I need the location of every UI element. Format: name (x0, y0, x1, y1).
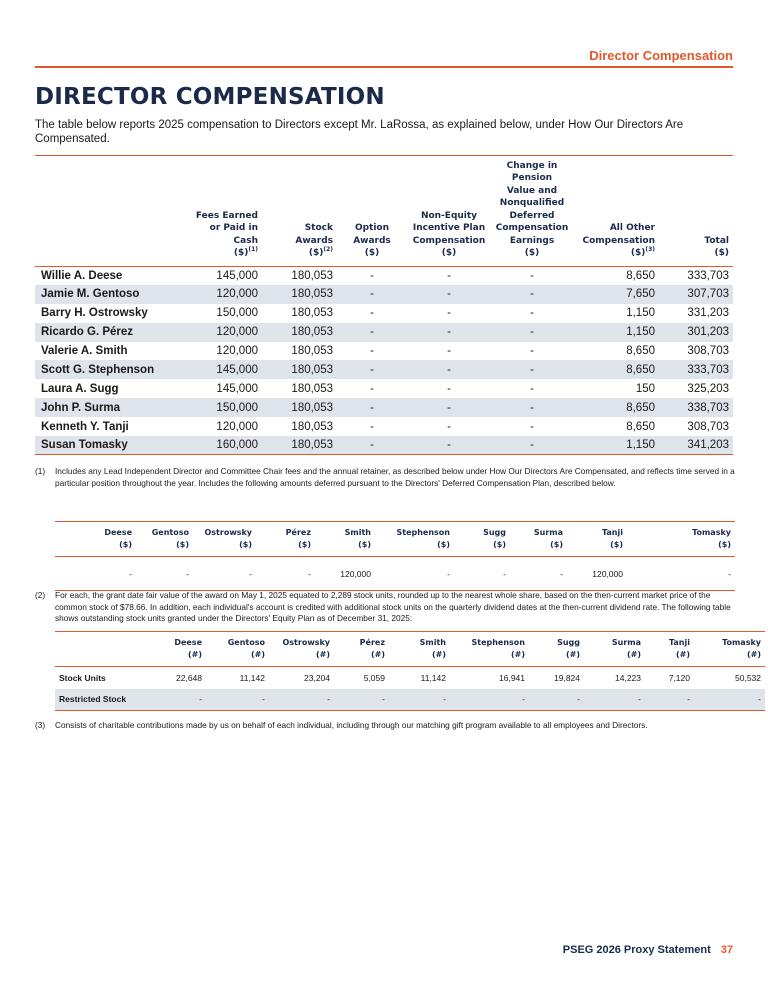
cell-nonequity: - (447, 401, 451, 414)
cell-fees: 120,000 (216, 420, 258, 433)
page-title: DIRECTOR COMPENSATION (35, 84, 385, 110)
deferred-value: - (447, 568, 450, 579)
footnote-ref: (1) (248, 246, 258, 253)
table-row (55, 689, 765, 711)
cell-fees: 145,000 (216, 269, 258, 282)
cell-other: 8,650 (626, 363, 655, 376)
document-name: PSEG 2026 Proxy Statement (562, 944, 711, 956)
header-line: Nonqualified (499, 198, 565, 208)
deferred-value: - (249, 568, 252, 579)
director-name: Ricardo G. Pérez (41, 326, 134, 339)
column-header (584, 632, 645, 667)
cell-pension: - (530, 363, 534, 376)
header-line: Earnings (509, 235, 555, 246)
footnote-2 (35, 590, 735, 625)
header-line: Compensation (495, 223, 569, 233)
cell-nonequity: - (447, 288, 451, 301)
column-header (567, 522, 627, 557)
header-line: ($) (364, 248, 380, 258)
header-name: Smith (419, 638, 446, 647)
header-line: All Other (609, 223, 655, 233)
footnote-3 (35, 720, 735, 732)
cell-pension: - (530, 382, 534, 395)
header-unit: ($) (493, 539, 506, 549)
units-value: - (522, 694, 525, 705)
column-header (155, 632, 206, 667)
table-row (35, 342, 733, 361)
cell-other: 150 (635, 382, 655, 395)
header-line: ($) (441, 248, 457, 258)
units-value: 22,648 (176, 672, 202, 683)
column-header (454, 522, 510, 557)
units-value: 23,204 (304, 672, 330, 683)
cell-pension: - (530, 401, 534, 414)
units-value: 7,120 (668, 672, 690, 683)
header-line: ($) (524, 248, 540, 258)
units-value: 14,223 (615, 672, 641, 683)
deferred-amounts-table (55, 521, 735, 591)
header-line: Awards (353, 235, 391, 246)
header-unit: ($) (298, 539, 311, 549)
units-value: - (687, 694, 690, 705)
column-header (206, 632, 269, 667)
deferred-values-row (55, 557, 735, 591)
deferred-value: - (129, 568, 132, 579)
director-name: John P. Surma (41, 401, 121, 414)
header-unit: ($) (176, 539, 189, 549)
header-name: Tanji (668, 638, 690, 647)
cell-pension: - (530, 307, 534, 320)
cell-nonequity: - (447, 382, 451, 395)
header-divider (35, 66, 733, 68)
header-unit: ($) (358, 539, 371, 549)
column-header (136, 522, 193, 557)
column-header (529, 632, 584, 667)
header-name: Surma (533, 528, 563, 537)
column-header (694, 632, 765, 667)
deferred-header-row (55, 522, 735, 557)
cell-option: - (370, 439, 374, 452)
director-name: Scott G. Stephenson (41, 363, 155, 376)
stock-units-table (55, 631, 765, 711)
units-value: - (638, 694, 641, 705)
row-label-header (55, 632, 155, 667)
director-name: Susan Tomasky (41, 439, 128, 452)
cell-total: 341,203 (687, 439, 729, 452)
row-label: Stock Units (59, 672, 106, 683)
column-header (256, 522, 315, 557)
cell-pension: - (530, 439, 534, 452)
header-name: Deese (174, 638, 202, 647)
header-line: Awards (295, 235, 333, 246)
units-value: 11,142 (420, 672, 446, 683)
units-value: - (577, 694, 580, 705)
deferred-value: - (186, 568, 189, 579)
header-line: Non-Equity (420, 210, 478, 221)
header-unit: ($) (119, 539, 132, 549)
cell-stock: 180,053 (291, 345, 333, 357)
header-unit: (#) (250, 649, 265, 659)
cell-other: 1,150 (626, 307, 655, 320)
cell-other: 8,650 (626, 269, 655, 282)
cell-pension: - (530, 420, 534, 433)
director-name: Jamie M. Gentoso (41, 288, 140, 301)
table-row (55, 667, 765, 689)
units-value: 50,532 (735, 672, 761, 683)
cell-stock: 180,053 (291, 401, 333, 414)
section-header: Director Compensation (589, 48, 733, 63)
units-value: 19,824 (554, 672, 580, 683)
header-line: Option (354, 223, 390, 233)
header-name: Pérez (359, 638, 385, 647)
header-name: Ostrowsky (204, 528, 252, 537)
column-header (193, 522, 256, 557)
column-header (573, 158, 659, 266)
director-name: Kenneth Y. Tanji (41, 420, 129, 433)
column-header (510, 522, 567, 557)
footnote-text: For each, the grant date fair value of the award on May 1, 2025 equated to 2,289 stock units, rounded up to the nearest whole share, based on the then-current market price of the common stock of $78.66. In addition, each individual's account is credited with additional stock units on the quarterly dividend dates at the then-current dividend rate. The following table shows outstanding stock units granted under the Directors' Equity Plan as of December 31, 2025: (55, 590, 731, 623)
deferred-value: - (560, 568, 563, 579)
header-unit: (#) (315, 649, 330, 659)
header-line: ($) (630, 248, 646, 258)
cell-stock: 180,053 (291, 420, 333, 433)
cell-fees: 120,000 (216, 326, 258, 339)
units-value: - (262, 694, 265, 705)
column-header (659, 158, 733, 266)
cell-nonequity: - (447, 307, 451, 320)
cell-fees: 120,000 (216, 345, 258, 357)
column-header (187, 158, 262, 266)
units-value: 16,941 (499, 672, 525, 683)
cell-fees: 150,000 (216, 307, 258, 320)
cell-stock: 180,053 (291, 363, 333, 376)
header-name: Deese (104, 528, 132, 537)
cell-total: 301,203 (687, 326, 729, 339)
table-row (35, 417, 733, 436)
header-unit: ($) (550, 539, 563, 549)
header-line: ($) (308, 248, 324, 258)
header-line: Incentive Plan (412, 223, 486, 233)
header-unit: (#) (565, 649, 580, 659)
cell-stock: 180,053 (291, 439, 333, 452)
units-value: - (327, 694, 330, 705)
header-unit: (#) (370, 649, 385, 659)
header-line: or Paid in (209, 223, 258, 233)
header-line: ($) (233, 248, 249, 258)
footnote-text: Consists of charitable contributions made by us on behalf of each individual, including through our matching gift program available to all employees and Directors. (55, 720, 648, 730)
cell-total: 325,203 (687, 382, 729, 395)
deferred-value: - (503, 568, 506, 579)
cell-total: 333,703 (687, 269, 729, 282)
units-value: 11,142 (239, 672, 265, 683)
cell-option: - (370, 269, 374, 282)
cell-option: - (370, 363, 374, 376)
deferred-value: - (308, 568, 311, 579)
table-row (35, 304, 733, 323)
cell-option: - (370, 382, 374, 395)
header-name: Ostrowsky (282, 638, 330, 647)
cell-total: 333,703 (687, 363, 729, 376)
cell-option: - (370, 307, 374, 320)
header-line: Cash (233, 235, 258, 246)
cell-option: - (370, 401, 374, 414)
director-name: Willie A. Deese (41, 269, 123, 282)
director-name: Barry H. Ostrowsky (41, 307, 148, 320)
table-row (35, 398, 733, 417)
header-unit: ($) (718, 539, 731, 549)
footnote-1 (35, 466, 735, 489)
cell-option: - (370, 326, 374, 339)
director-name: Valerie A. Smith (41, 345, 128, 357)
column-header (407, 158, 491, 266)
column-header (269, 632, 334, 667)
header-name: Surma (611, 638, 641, 647)
column-header (334, 632, 389, 667)
cell-fees: 120,000 (216, 288, 258, 301)
row-label: Restricted Stock (59, 694, 127, 705)
cell-stock: 180,053 (291, 269, 333, 282)
footnote-number: (2) (35, 590, 46, 600)
header-line: Stock (304, 223, 333, 233)
cell-other: 7,650 (626, 288, 655, 301)
units-value: - (382, 694, 385, 705)
units-value: 5,059 (363, 672, 385, 683)
cell-total: 308,703 (687, 420, 729, 433)
cell-total: 307,703 (687, 288, 729, 301)
table-row (35, 285, 733, 304)
footnote-text: Includes any Lead Independent Director and Committee Chair fees and the annual retainer, as described below under How Our Directors Are Compensated, and reflects time served in a particular position throughout the year. Includes the following amounts deferred pursuant to the Directors' Deferred Compensation Plan, described below. (55, 466, 735, 488)
header-line: ($) (714, 248, 729, 258)
cell-stock: 180,053 (291, 288, 333, 301)
header-name: Smith (344, 528, 371, 537)
units-value: - (199, 694, 202, 705)
cell-pension: - (530, 269, 534, 282)
cell-nonequity: - (447, 269, 451, 282)
cell-other: 1,150 (626, 326, 655, 339)
deferred-value: - (728, 568, 731, 579)
cell-total: 331,203 (687, 307, 729, 320)
table-header-row (35, 158, 733, 266)
cell-other: 8,650 (626, 345, 655, 357)
column-header (262, 158, 337, 266)
header-name: Tanji (601, 528, 623, 537)
cell-nonequity: - (447, 420, 451, 433)
cell-stock: 180,053 (291, 382, 333, 395)
header-name: Sugg (483, 528, 506, 537)
page-number: 37 (720, 944, 733, 956)
header-unit: (#) (746, 649, 761, 659)
header-name: Pérez (285, 528, 311, 537)
header-name: Gentoso (227, 638, 265, 647)
cell-other: 8,650 (626, 401, 655, 414)
header-unit: (#) (626, 649, 641, 659)
column-header (337, 158, 407, 266)
column-header (645, 632, 694, 667)
cell-fees: 150,000 (216, 401, 258, 414)
column-header (315, 522, 375, 557)
header-name: Sugg (557, 638, 580, 647)
cell-other: 8,650 (626, 420, 655, 433)
director-compensation-table (35, 158, 733, 455)
cell-total: 308,703 (687, 345, 729, 357)
header-line: Fees Earned (195, 210, 258, 221)
header-unit: ($) (239, 539, 252, 549)
header-name: Stephenson (471, 638, 525, 647)
header-unit: (#) (510, 649, 525, 659)
header-line: Pension (511, 173, 553, 183)
header-line: Change in (506, 160, 558, 171)
cell-pension: - (530, 345, 534, 357)
header-unit: (#) (675, 649, 690, 659)
cell-stock: 180,053 (291, 307, 333, 320)
header-unit: (#) (431, 649, 446, 659)
cell-fees: 145,000 (216, 382, 258, 395)
cell-fees: 145,000 (216, 363, 258, 376)
column-header (627, 522, 735, 557)
cell-nonequity: - (447, 439, 451, 452)
column-header (450, 632, 529, 667)
deferred-value: 120,000 (592, 568, 623, 579)
table-row (35, 379, 733, 398)
table-row (35, 266, 733, 285)
intro-paragraph: The table below reports 2025 compensation to Directors except Mr. LaRossa, as explained below, under How Our Directors Are Compensated. (35, 119, 684, 145)
header-name: Tomasky (722, 638, 761, 647)
director-name: Laura A. Sugg (41, 382, 119, 395)
table-row (35, 436, 733, 455)
deferred-value: 120,000 (340, 568, 371, 579)
header-line: Compensation (582, 235, 655, 246)
cell-pension: - (530, 326, 534, 339)
cell-stock: 180,053 (291, 326, 333, 339)
table-row (35, 360, 733, 379)
cell-nonequity: - (447, 345, 451, 357)
table-row (35, 323, 733, 342)
header-line: Deferred (509, 210, 555, 221)
header-line: Value and (506, 185, 558, 196)
header-name: Gentoso (151, 528, 189, 537)
footnote-ref: (2) (323, 246, 333, 253)
header-unit: (#) (187, 649, 202, 659)
table-top-rule (35, 155, 733, 156)
header-line: Total (704, 235, 729, 246)
footnote-number: (1) (35, 466, 46, 476)
cell-option: - (370, 345, 374, 357)
column-header (491, 158, 573, 266)
units-value: - (758, 694, 761, 705)
footnote-ref: (3) (645, 246, 655, 253)
footnote-number: (3) (35, 720, 46, 730)
cell-option: - (370, 420, 374, 433)
stock-units-header-row (55, 632, 765, 667)
cell-total: 338,703 (687, 401, 729, 414)
cell-nonequity: - (447, 363, 451, 376)
cell-fees: 160,000 (216, 439, 258, 452)
header-unit: ($) (610, 539, 623, 549)
header-line: Compensation (412, 235, 486, 246)
page-footer (563, 944, 733, 956)
column-header (389, 632, 450, 667)
column-header (375, 522, 454, 557)
cell-nonequity: - (447, 326, 451, 339)
cell-option: - (370, 288, 374, 301)
header-unit: ($) (437, 539, 450, 549)
cell-pension: - (530, 288, 534, 301)
cell-other: 1,150 (626, 439, 655, 452)
units-value: - (443, 694, 446, 705)
column-header (35, 158, 187, 266)
column-header (55, 522, 136, 557)
header-name: Tomasky (692, 528, 731, 537)
header-name: Stephenson (396, 528, 450, 537)
